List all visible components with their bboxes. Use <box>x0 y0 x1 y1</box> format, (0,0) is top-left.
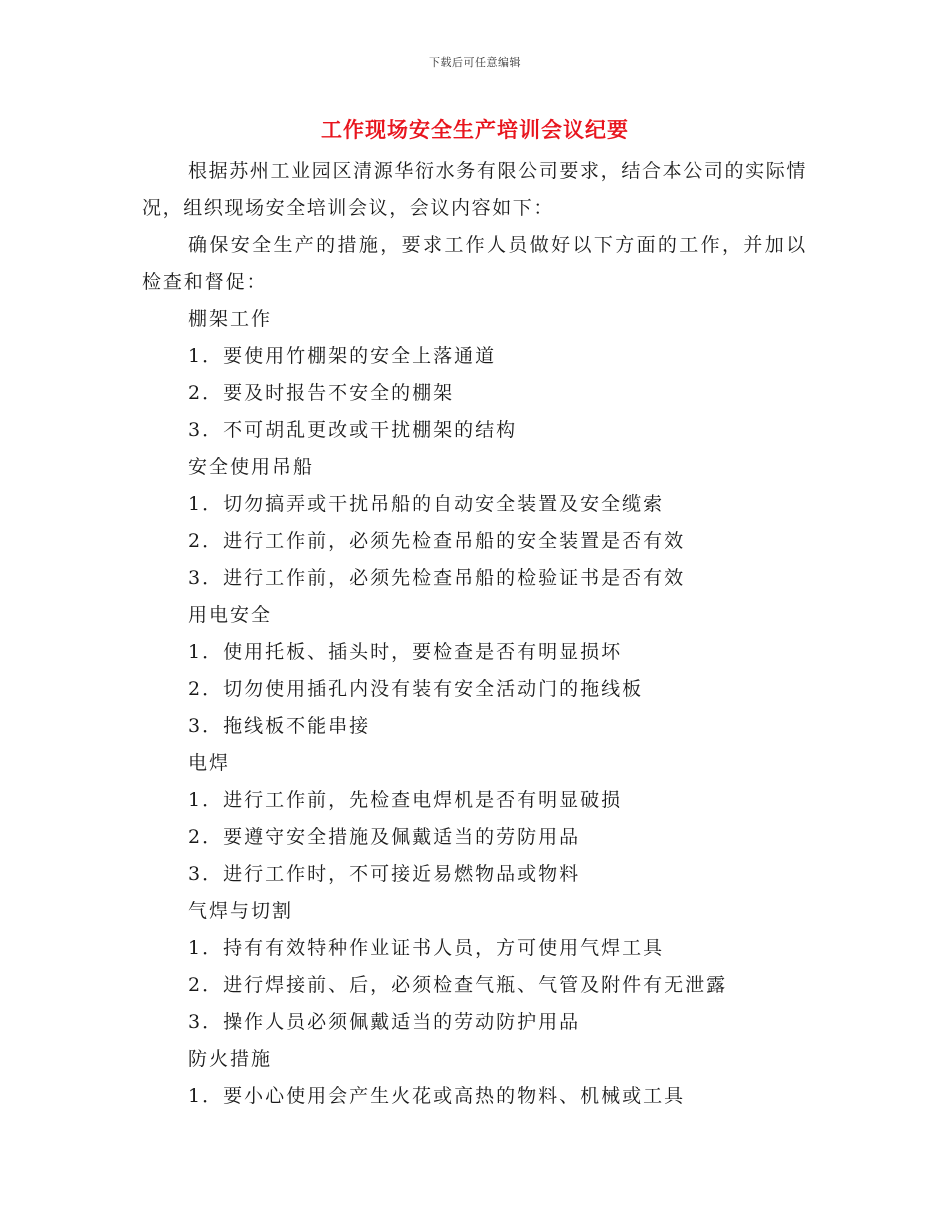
list-item: 2．要遵守安全措施及佩戴适当的劳防用品 <box>188 826 581 848</box>
list-item: 1．切勿搞弄或干扰吊船的自动安全装置及安全缆索 <box>188 493 665 515</box>
section-heading-gondola: 安全使用吊船 <box>188 456 315 478</box>
list-item: 1．进行工作前，先检查电焊机是否有明显破损 <box>188 789 623 811</box>
list-item: 1．使用托板、插头时，要检查是否有明显损坏 <box>188 641 623 663</box>
list-item: 2．进行工作前，必须先检查吊船的安全装置是否有效 <box>188 530 686 552</box>
list-item: 1．要小心使用会产生火花或高热的物料、机械或工具 <box>188 1085 686 1107</box>
intro-paragraph: 根据苏州工业园区清源华衍水务有限公司要求，结合本公司的实际情况，组织现场安全培训会议，会议内容如下： <box>142 160 807 219</box>
section-heading-electrical: 用电安全 <box>188 604 273 626</box>
section-heading-gas-welding: 气焊与切割 <box>188 900 294 922</box>
document-body <box>142 153 807 1115</box>
section-heading-fire-prevention: 防火措施 <box>188 1048 273 1070</box>
list-item: 3．进行工作前，必须先检查吊船的检验证书是否有效 <box>188 567 686 589</box>
list-item: 3．拖线板不能串接 <box>188 715 371 737</box>
list-item: 2．切勿使用插孔内没有装有安全活动门的拖线板 <box>188 678 644 700</box>
list-item: 1．持有有效特种作业证书人员，方可使用气焊工具 <box>188 937 665 959</box>
measures-paragraph: 确保安全生产的措施，要求工作人员做好以下方面的工作，并加以检查和督促： <box>142 234 807 293</box>
list-item: 3．操作人员必须佩戴适当的劳动防护用品 <box>188 1011 581 1033</box>
section-heading-scaffolding: 棚架工作 <box>188 308 273 330</box>
list-item: 1．要使用竹棚架的安全上落通道 <box>188 345 497 367</box>
list-item: 3．不可胡乱更改或干扰棚架的结构 <box>188 419 518 441</box>
document-title: 工作现场安全生产培训会议纪要 <box>321 117 629 142</box>
list-item: 2．进行焊接前、后，必须检查气瓶、气管及附件有无泄露 <box>188 974 728 996</box>
list-item: 3．进行工作时，不可接近易燃物品或物料 <box>188 863 581 885</box>
header-note: 下载后可任意编辑 <box>429 56 521 69</box>
section-heading-welding: 电焊 <box>188 752 231 774</box>
list-item: 2．要及时报告不安全的棚架 <box>188 382 455 404</box>
